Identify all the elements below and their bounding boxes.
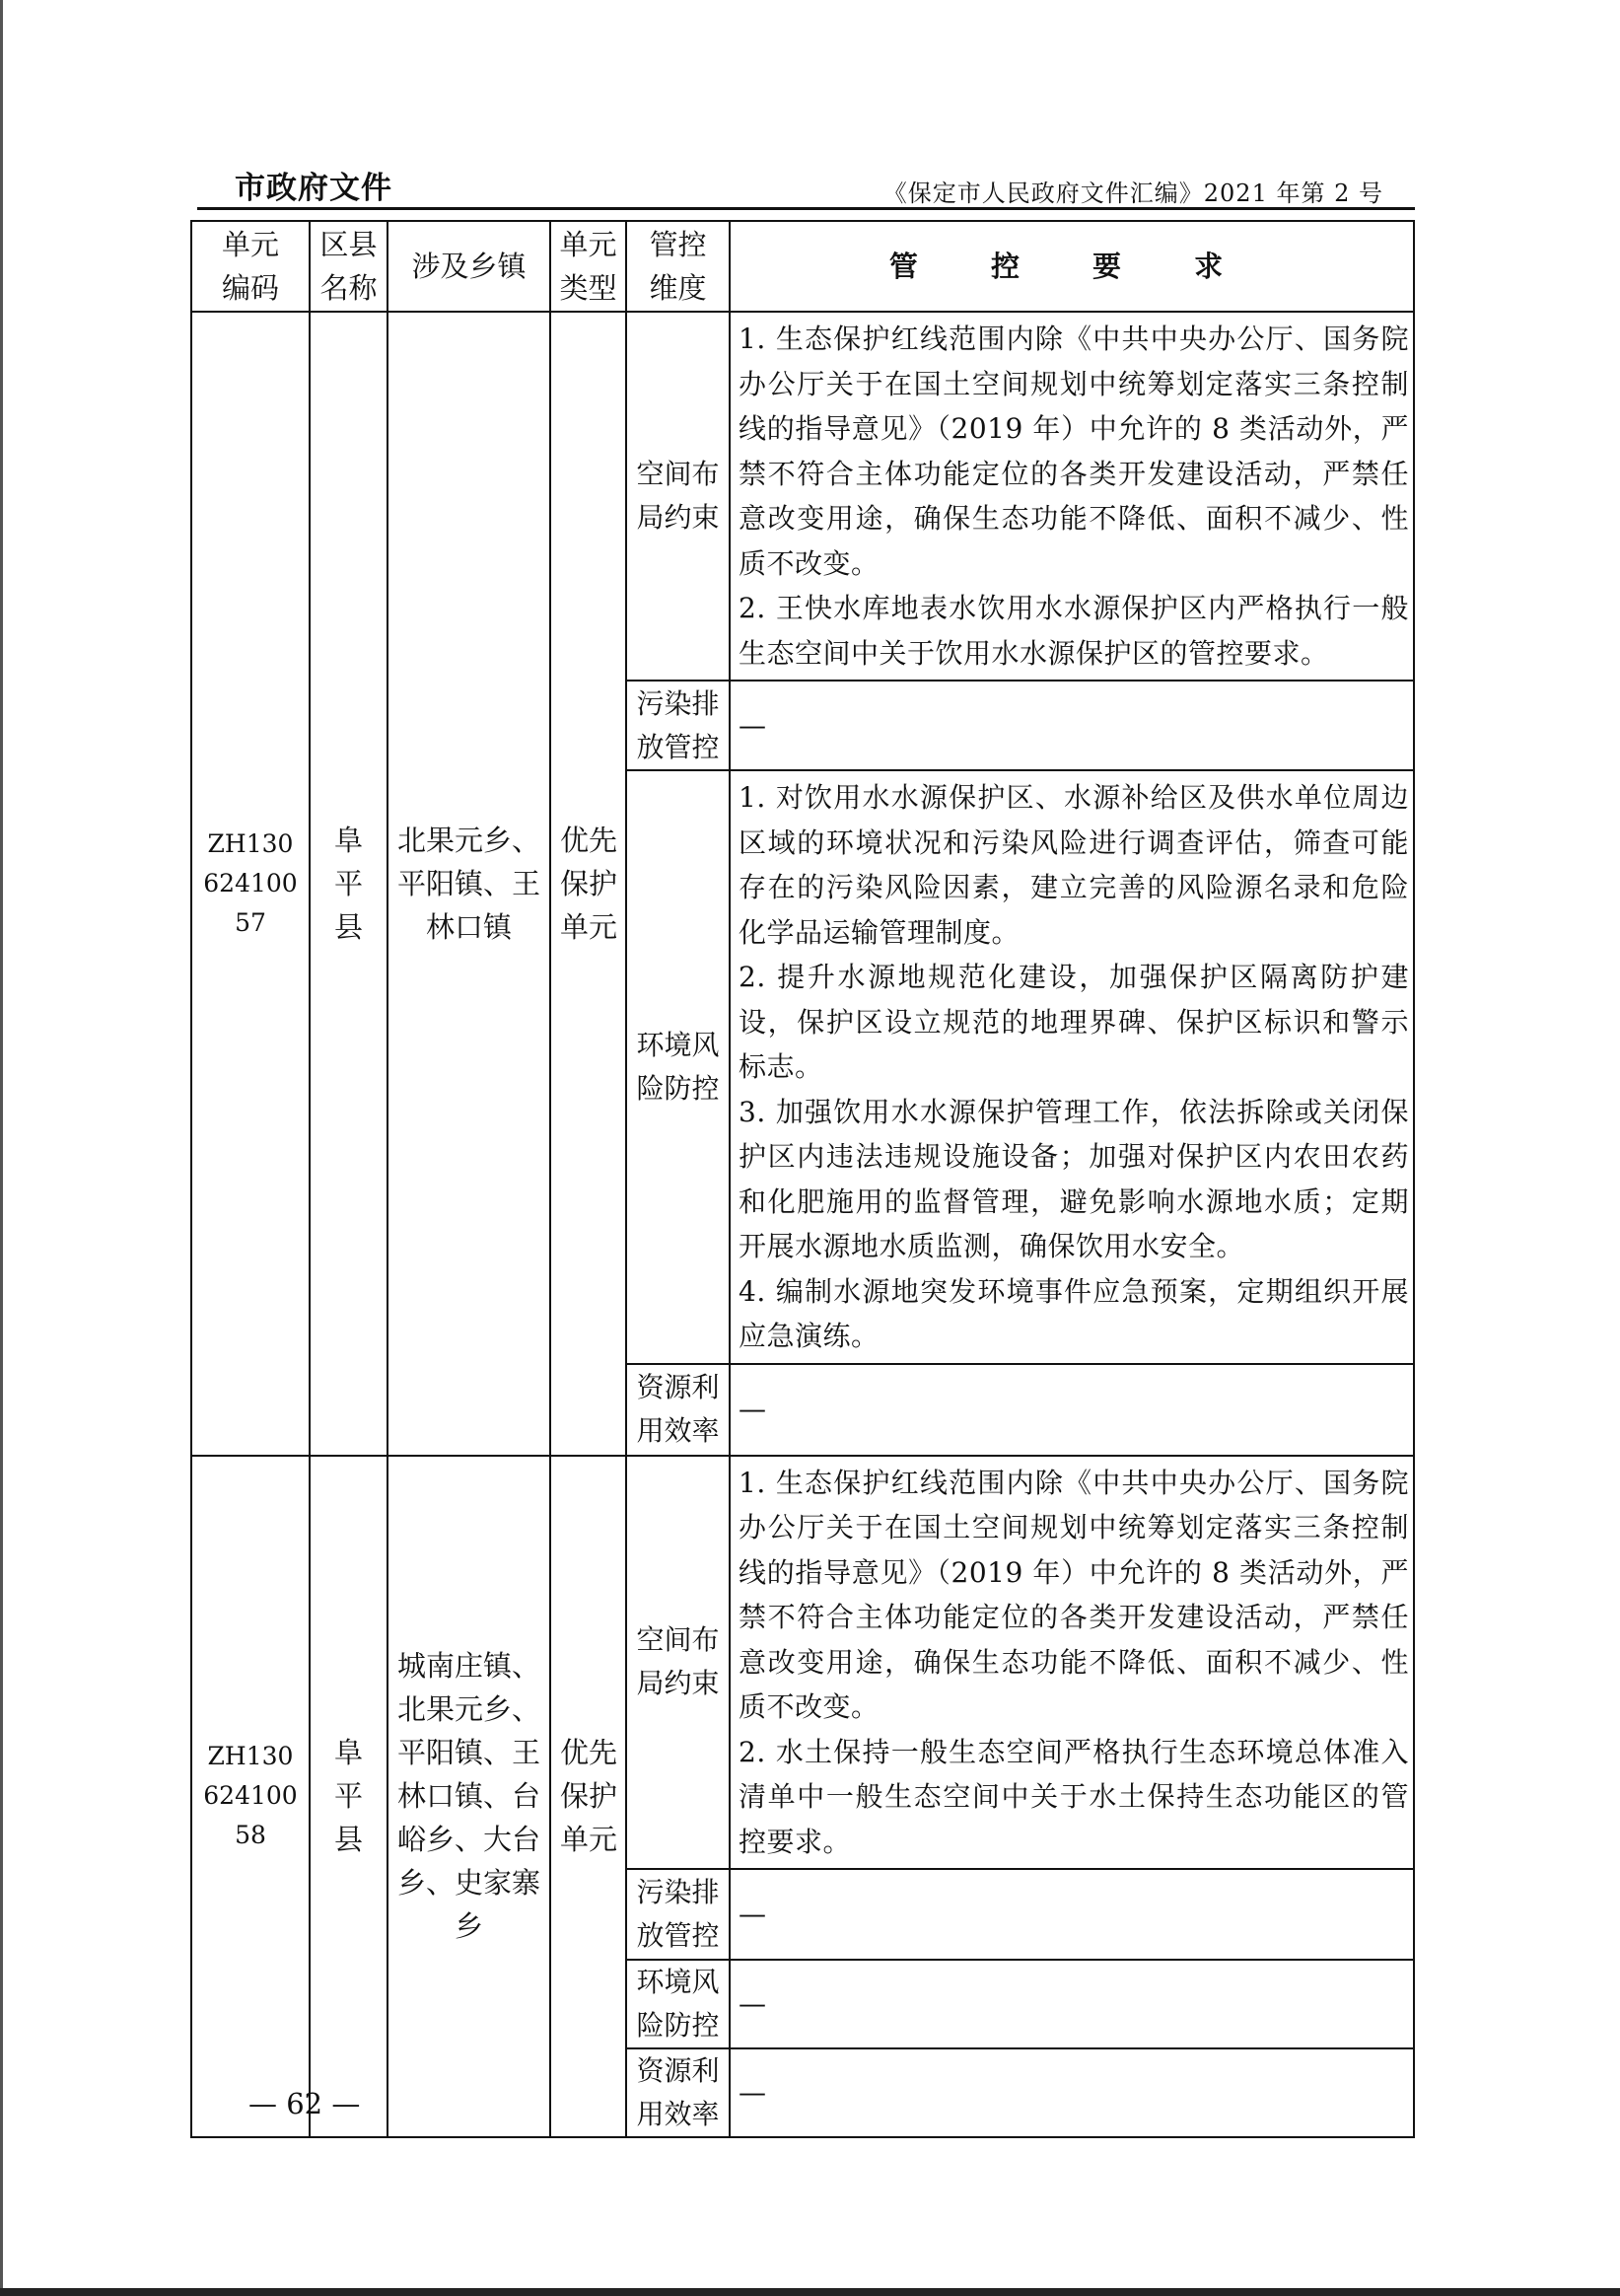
unit-type: 优先保护单元 xyxy=(550,312,626,1456)
control-dimension: 空间布局约束 xyxy=(626,1456,730,1870)
col-header-dimension: 管控维度 xyxy=(626,221,730,312)
requirement-item: 1. 对饮用水水源保护区、水源补给区及供水单位周边区域的环境状况和污染风险进行调查评估，筛查可能存在的污染风险因素，建立完善的风险源名录和危险化学品运输管理制度。 xyxy=(739,781,1409,949)
control-requirement xyxy=(730,1456,1414,1870)
towns: 北果元乡、平阳镇、王林口镇 xyxy=(387,312,550,1456)
table-row xyxy=(191,1456,1414,1870)
running-header-right: 《保定市人民政府文件汇编》2021 年第 2 号 xyxy=(882,179,1383,207)
requirement-item: 4. 编制水源地突发环境事件应急预案，定期组织开展应急演练。 xyxy=(739,1274,1409,1352)
control-dimension: 资源利用效率 xyxy=(626,2048,730,2137)
control-requirement xyxy=(730,312,1414,681)
scan-edge xyxy=(0,0,3,2296)
header-rule xyxy=(197,207,1415,210)
running-header-left: 市政府文件 xyxy=(235,171,392,206)
control-dimension: 污染排放管控 xyxy=(626,1869,730,1960)
requirement-item: 3. 加强饮用水水源保护管理工作，依法拆除或关闭保护区内违法违规设施设备；加强对保护区内农田农药和化肥施用的监督管理，避免影响水源地水质；定期开展水源地水质监测，确保饮用水安全。 xyxy=(739,1095,1409,1262)
requirement-item: 2. 提升水源地规范化建设，加强保护区隔离防护建设，保护区设立规范的地理界碑、保护区标识和警示标志。 xyxy=(739,961,1409,1083)
control-requirement xyxy=(730,1364,1414,1456)
table-header-row xyxy=(191,221,1414,312)
requirement-item: — xyxy=(739,1898,767,1931)
requirement-item: — xyxy=(739,1987,767,2021)
control-requirement xyxy=(730,2048,1414,2137)
county-name: 阜平县 xyxy=(310,1456,387,2138)
page-number: — 62 — xyxy=(248,2087,361,2120)
col-header-county: 区县名称 xyxy=(310,221,387,312)
col-header-type: 单元类型 xyxy=(550,221,626,312)
requirement-item: 2. 王快水库地表水饮用水水源保护区内严格执行一般生态空间中关于饮用水水源保护区的管控要求。 xyxy=(739,592,1409,670)
towns: 城南庄镇、北果元乡、平阳镇、王林口镇、台峪乡、大台乡、史家寨乡 xyxy=(387,1456,550,2138)
col-header-code: 单元编码 xyxy=(191,221,310,312)
table-row xyxy=(191,312,1414,681)
requirement-item: — xyxy=(739,708,767,742)
control-requirement xyxy=(730,1960,1414,2048)
control-requirement xyxy=(730,681,1414,770)
unit-code: ZH13062410058 xyxy=(191,1456,310,2138)
control-dimension: 环境风险防控 xyxy=(626,770,730,1364)
control-dimension: 环境风险防控 xyxy=(626,1960,730,2048)
county-name: 阜平县 xyxy=(310,312,387,1456)
control-requirement xyxy=(730,770,1414,1364)
unit-code: ZH13062410057 xyxy=(191,312,310,1456)
control-dimension: 资源利用效率 xyxy=(626,1364,730,1456)
scan-edge-bottom xyxy=(0,2288,1620,2296)
col-header-towns: 涉及乡镇 xyxy=(387,221,550,312)
requirement-item: 1. 生态保护红线范围内除《中共中央办公厅、国务院办公厅关于在国土空间规划中统筹划定落实三条控制线的指导意见》（2019 年）中允许的 8 类活动外，严禁不符合主体功能定位的各类开发建设活动，严禁任意改变用途，确保生态功能不降低、面积不减少、性质不改变。 xyxy=(739,1466,1409,1723)
control-requirements-table xyxy=(190,220,1415,2138)
requirement-item: — xyxy=(739,1393,767,1426)
requirement-item: 2. 水土保持一般生态空间严格执行生态环境总体准入清单中一般生态空间中关于水土保持生态功能区的管控要求。 xyxy=(739,1735,1409,1858)
unit-type: 优先保护单元 xyxy=(550,1456,626,2138)
requirement-item: 1. 生态保护红线范围内除《中共中央办公厅、国务院办公厅关于在国土空间规划中统筹划定落实三条控制线的指导意见》（2019 年）中允许的 8 类活动外，严禁不符合主体功能定位的各类开发建设活动，严禁任意改变用途，确保生态功能不降低、面积不减少、性质不改变。 xyxy=(739,323,1409,580)
requirement-item: — xyxy=(739,2076,767,2110)
control-dimension: 空间布局约束 xyxy=(626,312,730,681)
col-header-requirements: 管 控 要 求 xyxy=(730,221,1414,312)
control-requirement xyxy=(730,1869,1414,1960)
control-dimension: 污染排放管控 xyxy=(626,681,730,770)
